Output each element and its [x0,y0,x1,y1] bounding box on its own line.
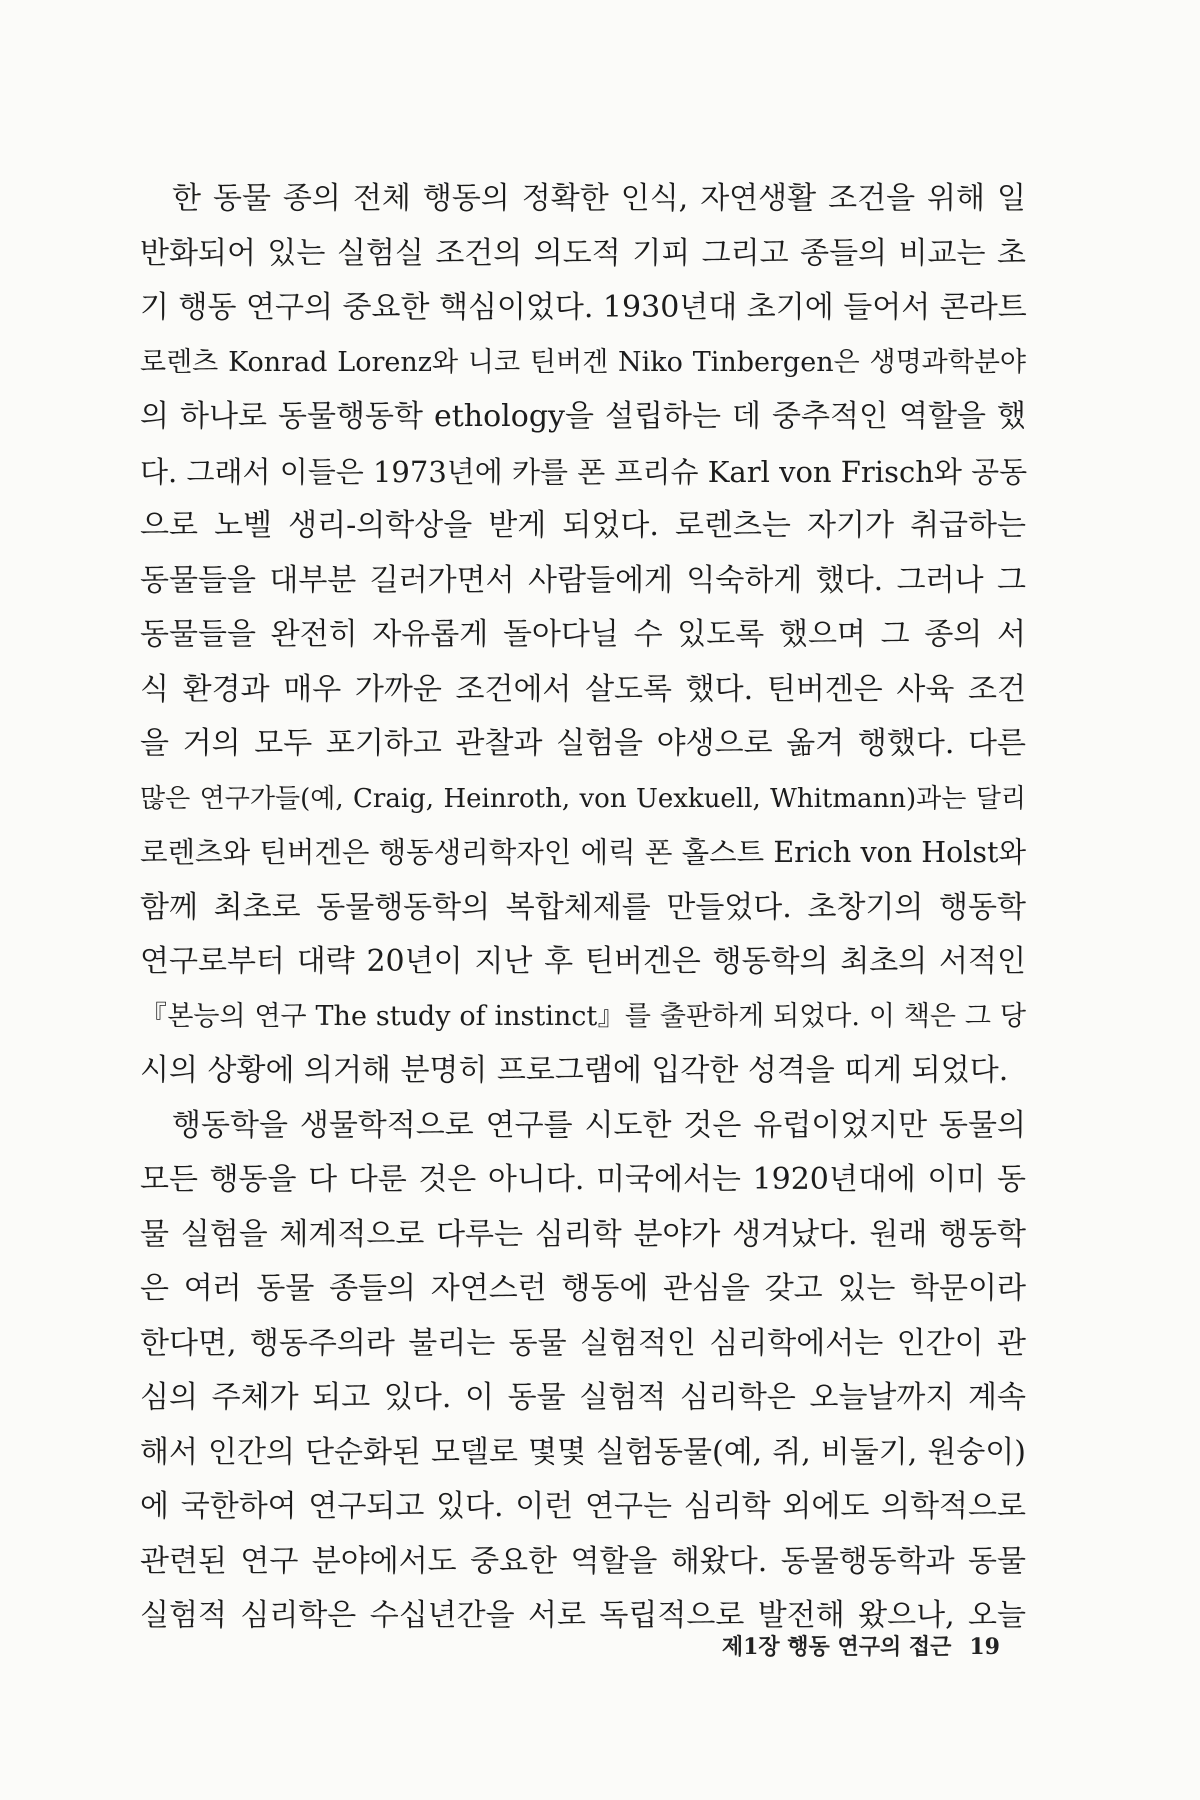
text-line: 실험적 심리학은 수십년간을 서로 독립적으로 발전해 왔으나, 오늘 [140,1598,1026,1633]
text-line: 로렌츠 Konrad Lorenz와 니코 틴버겐 Niko Tinbergen은 생명과학분야 [140,346,1026,378]
text-line: 로렌츠와 틴버겐은 행동생리학자인 에릭 폰 홀스트 Erich von Holst와 [140,836,1026,869]
text-line: 해서 인간의 단순화된 모델로 몇몇 실험동물(예, 쥐, 비둘기, 원숭이) [140,1434,1026,1470]
text-line: 동물들을 완전히 자유롭게 돌아다닐 수 있도록 했으며 그 종의 서 [140,617,1026,652]
paragraph-2 [140,1099,1026,1644]
text-line: 함께 최초로 동물행동학의 복합체제를 만들었다. 초창기의 행동학 [140,889,1026,925]
text-line: 을 거의 모두 포기하고 관찰과 실험을 야생으로 옮겨 행했다. 다른 [140,726,1026,761]
text-line: 한다면, 행동주의라 불리는 동물 실험적인 심리학에서는 인간이 관 [140,1325,1026,1361]
text-line: 물 실험을 체계적으로 다루는 심리학 분야가 생겨났다. 원래 행동학 [140,1216,1026,1252]
page-body [140,172,1026,1644]
text-line: 시의 상황에 의거해 분명히 프로그램에 입각한 성격을 띠게 되었다. [140,1053,1009,1088]
text-line: 다. 그래서 이들은 1973년에 카를 폰 프리슈 Karl von Frisch와 공동 [140,454,1028,489]
text-line: 식 환경과 매우 가까운 조건에서 살도록 했다. 틴버겐은 사육 조건 [140,671,1026,707]
text-line: 동물들을 대부분 길러가면서 사람들에게 익숙하게 했다. 그러나 그 [140,562,1026,598]
text-line: 『본능의 연구 The study of instinct』를 출판하게 되었다. 이 책은 그 당 [140,1000,1026,1032]
page-number: 19 [969,1634,1000,1660]
text-line: 많은 연구가들(예, Craig, Heinroth, von Uexkuell, Whitmann)과는 달리 [140,783,1026,814]
text-line: 기 행동 연구의 중요한 핵심이었다. 1930년대 초기에 들어서 콘라트 [140,290,1027,325]
text-line: 반화되어 있는 실험실 조건의 의도적 기피 그리고 종들의 비교는 초 [140,235,1026,271]
text-line: 행동학을 생물학적으로 연구를 시도한 것은 유럽이었지만 동물의 [172,1107,1026,1143]
chapter-title: 제1장 행동 연구의 접근 [721,1634,952,1660]
text-line: 연구로부터 대략 20년이 지난 후 틴버겐은 행동학의 최초의 서적인 [140,944,1026,979]
text-line: 으로 노벨 생리-의학상을 받게 되었다. 로렌츠는 자기가 취급하는 [140,508,1026,543]
text-line: 의 하나로 동물행동학 ethology을 설립하는 데 중추적인 역할을 했 [140,399,1026,434]
text-line: 심의 주체가 되고 있다. 이 동물 실험적 심리학은 오늘날까지 계속 [140,1380,1026,1415]
text-line: 모든 행동을 다 다룬 것은 아니다. 미국에서는 1920년대에 이미 동 [140,1162,1026,1197]
paragraph-1 [140,172,1026,1099]
text-line: 에 국한하여 연구되고 있다. 이런 연구는 심리학 외에도 의학적으로 [140,1489,1026,1524]
text-line: 한 동물 종의 전체 행동의 정확한 인식, 자연생활 조건을 위해 일 [172,181,1026,216]
text-line: 은 여러 동물 종들의 자연스런 행동에 관심을 갖고 있는 학문이라 [140,1271,1026,1306]
text-line: 관련된 연구 분야에서도 중요한 역할을 해왔다. 동물행동학과 동물 [140,1543,1026,1579]
page-footer [722,1630,1000,1661]
